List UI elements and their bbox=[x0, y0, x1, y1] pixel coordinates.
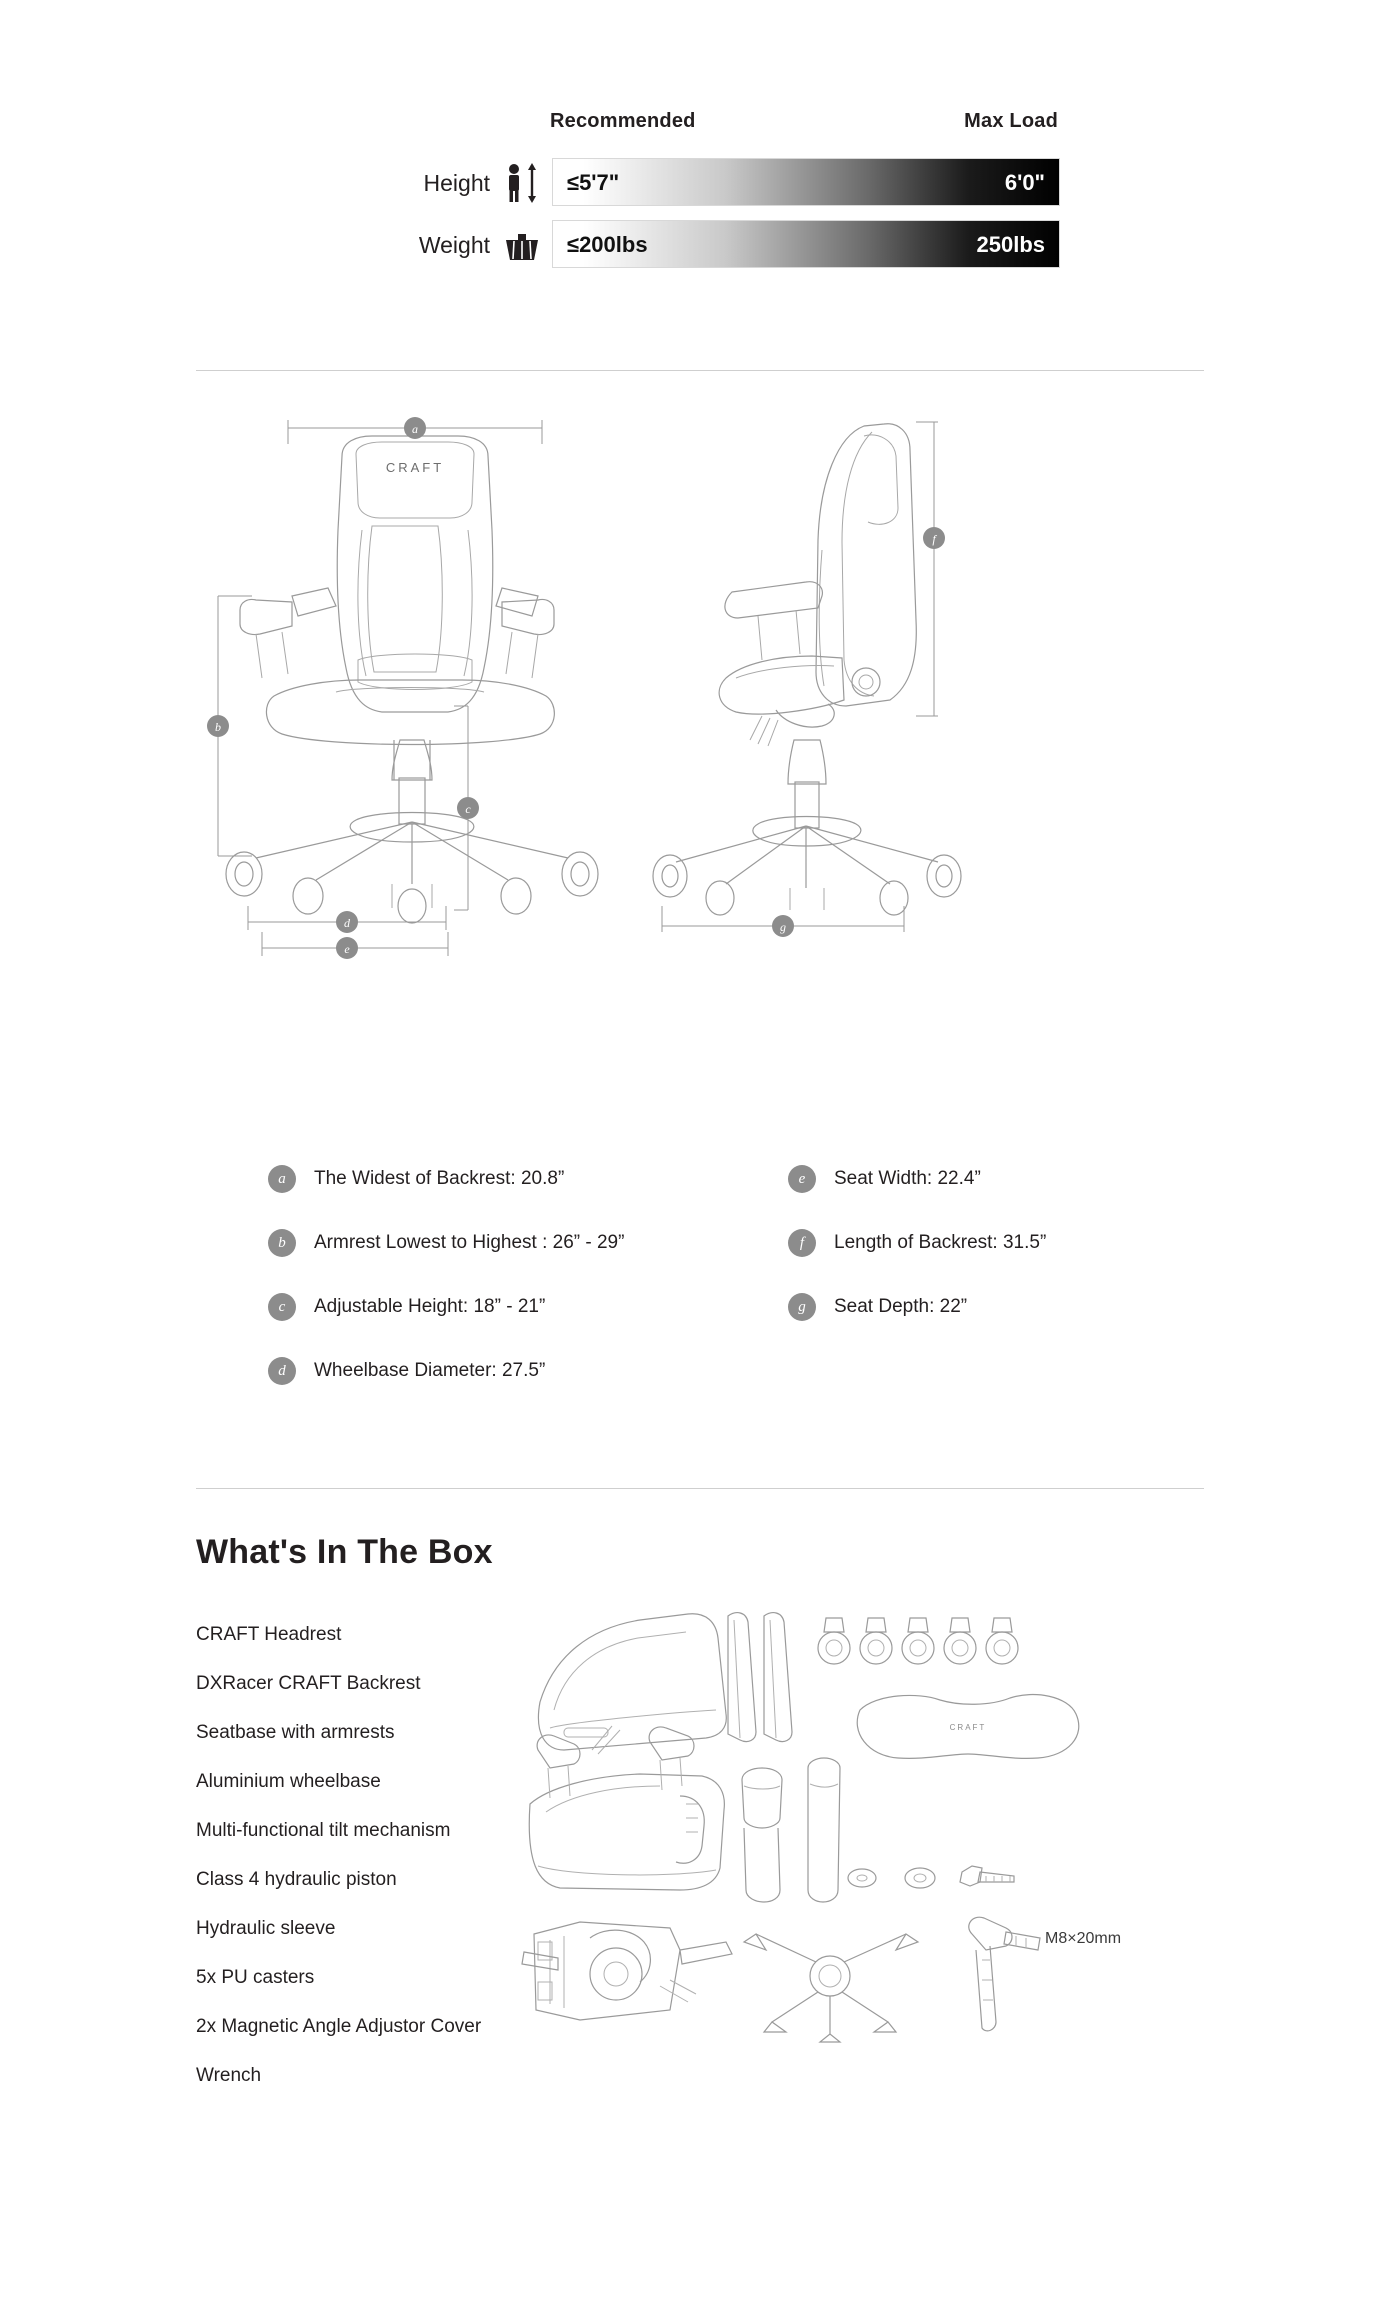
divider-top bbox=[196, 370, 1204, 371]
list-item: 5x PU casters bbox=[196, 1967, 315, 1988]
chair-dimension-diagram bbox=[196, 410, 1204, 1110]
list-item: Multi-functional tilt mechanism bbox=[196, 1820, 451, 1841]
list-item: 2x Magnetic Angle Adjustor Cover bbox=[196, 2016, 482, 2037]
marker-a: a bbox=[412, 422, 418, 436]
part-piston-sleeve-illustration bbox=[742, 1758, 840, 1902]
legend-item-e bbox=[788, 1165, 1208, 1229]
part-wheelbase-illustration bbox=[744, 1934, 918, 2042]
marker-f: f bbox=[932, 532, 936, 546]
section-title-whats-in-the-box: What's In The Box bbox=[196, 1533, 493, 1571]
part-tilt-mechanism-illustration bbox=[522, 1922, 732, 2020]
spec-label-height: Height bbox=[423, 170, 490, 196]
marker-d: d bbox=[344, 916, 350, 930]
list-item: Hydraulic sleeve bbox=[196, 1918, 336, 1939]
spec-row-height bbox=[340, 158, 1060, 206]
weight-max-value: 250lbs bbox=[976, 232, 1045, 257]
list-item: Class 4 hydraulic piston bbox=[196, 1869, 397, 1890]
legend-marker-e: e bbox=[788, 1165, 816, 1193]
weight-scale-icon bbox=[502, 224, 546, 266]
part-casters-illustration bbox=[818, 1618, 1018, 1664]
legend-text-g: Seat Depth: 22” bbox=[834, 1296, 968, 1317]
legend-item-b bbox=[268, 1229, 788, 1293]
legend-text-a: The Widest of Backrest: 20.8” bbox=[314, 1168, 565, 1189]
list-item: Wrench bbox=[196, 2065, 262, 2086]
list-item: DXRacer CRAFT Backrest bbox=[196, 1673, 421, 1694]
list-item: CRAFT Headrest bbox=[196, 1624, 342, 1645]
legend-item-g bbox=[788, 1293, 1208, 1357]
part-side-covers-illustration bbox=[728, 1613, 792, 1742]
legend-text-f: Length of Backrest: 31.5” bbox=[834, 1232, 1047, 1253]
marker-c: c bbox=[465, 802, 471, 816]
marker-g: g bbox=[780, 920, 786, 934]
part-headrest-pillow-illustration bbox=[857, 1695, 1079, 1759]
legend-text-d: Wheelbase Diameter: 27.5” bbox=[314, 1360, 546, 1381]
legend-marker-b: b bbox=[268, 1229, 296, 1257]
pillow-brand-text: CRAFT bbox=[949, 1723, 987, 1732]
height-max-value: 6'0" bbox=[1004, 170, 1045, 195]
divider-bottom bbox=[196, 1488, 1204, 1489]
marker-b: b bbox=[215, 720, 221, 734]
list-item: Aluminium wheelbase bbox=[196, 1771, 381, 1792]
legend-marker-d: d bbox=[268, 1357, 296, 1385]
legend-text-c: Adjustable Height: 18” - 21” bbox=[314, 1296, 546, 1317]
part-seatbase-illustration bbox=[529, 1726, 724, 1890]
legend-text-b: Armrest Lowest to Highest : 26” - 29” bbox=[314, 1232, 625, 1253]
height-recommended-value: ≤5'7" bbox=[567, 170, 620, 195]
spec-label-weight: Weight bbox=[418, 232, 490, 258]
legend-item-a bbox=[268, 1165, 788, 1229]
marker-e: e bbox=[344, 942, 350, 956]
legend-item-c bbox=[268, 1293, 788, 1357]
part-backrest-illustration bbox=[538, 1614, 726, 1750]
weight-range-bar bbox=[552, 220, 1060, 268]
part-hardware-illustration bbox=[848, 1866, 1014, 1888]
legend-marker-g: g bbox=[788, 1293, 816, 1321]
legend-item-f bbox=[788, 1229, 1208, 1293]
legend-column-left bbox=[268, 1165, 788, 1421]
legend-marker-c: c bbox=[268, 1293, 296, 1321]
bolt-size-caption: M8×20mm bbox=[1045, 1930, 1122, 1947]
spec-table-header bbox=[340, 110, 1060, 144]
box-contents-list bbox=[196, 1610, 536, 2100]
legend-text-e: Seat Width: 22.4” bbox=[834, 1168, 981, 1189]
legend-marker-f: f bbox=[788, 1229, 816, 1257]
legend-item-d bbox=[268, 1357, 788, 1421]
person-height-icon bbox=[502, 162, 546, 204]
spec-row-weight bbox=[340, 220, 1060, 268]
legend-marker-a: a bbox=[268, 1165, 296, 1193]
column-header-recommended: Recommended bbox=[550, 110, 696, 132]
column-header-maxload: Max Load bbox=[964, 110, 1058, 132]
part-wrench-illustration bbox=[969, 1917, 1040, 2031]
height-range-bar bbox=[552, 158, 1060, 206]
diagram-brand-text: CRAFT bbox=[385, 460, 445, 475]
parts-illustration-group bbox=[520, 1590, 1220, 2150]
spec-table bbox=[340, 110, 1060, 268]
weight-recommended-value: ≤200lbs bbox=[567, 232, 648, 257]
list-item: Seatbase with armrests bbox=[196, 1722, 395, 1743]
legend-column-right bbox=[788, 1165, 1208, 1357]
